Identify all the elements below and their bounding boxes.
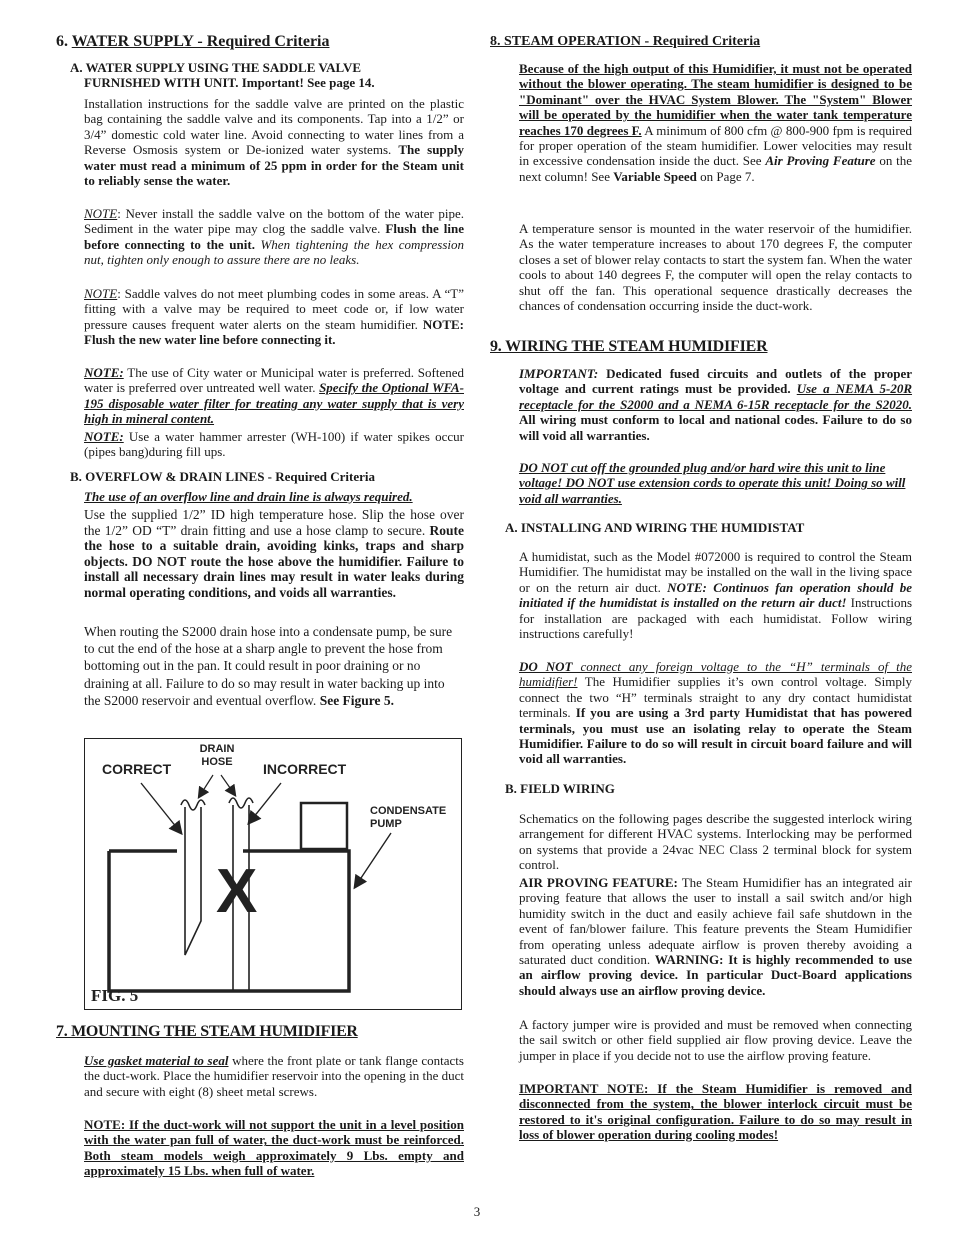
temperature-sensor-paragraph: A temperature sensor is mounted in the water reservoir of the humidifier. As the water temperature increases to about 170 degrees F, the computer closes a set of blower relay contacts to start the system fan. When the water cools to about 140 degrees F, the computer will open the relay contacts to shut off the fan. This operational sequence drastically decreases the chances of condensation occurring inside the duct-work. bbox=[519, 221, 912, 314]
section-9a-title: A. INSTALLING AND WIRING THE HUMIDISTAT bbox=[505, 520, 805, 535]
incorrect-x-mark: X bbox=[216, 857, 258, 926]
figure-5 bbox=[84, 738, 462, 1010]
mounting-paragraph: Use gasket material to seal where the front plate or tank flange contacts the duct-work. Place the humidifier reservoir into the opening in the duct and secure with eight (8) sheet metal screws. bbox=[84, 1053, 464, 1099]
drain-hose-arrow-1 bbox=[199, 775, 213, 797]
section-7-heading: 7. MOUNTING THE STEAM HUMIDIFIER bbox=[56, 1023, 358, 1040]
drain-hose-arrow-2 bbox=[221, 775, 235, 795]
do-not-cut-plug-warning: DO NOT cut off the grounded plug and/or hard wire this unit to line voltage! DO NOT use extension cords to operate this unit! Doing so will void all warranties. bbox=[519, 460, 906, 506]
important-note-interlock: IMPORTANT NOTE: If the Steam Humidifier is removed and disconnected from the system, the blower interlock circuit must be restored to it's original configuration. Failure to do so may result in loss of blower operation during cooling modes! bbox=[519, 1081, 912, 1143]
note-water-type: NOTE: The use of City water or Municipal water is preferred. Softened water is preferred over untreated well water. Specify the Optional WFA-195 disposable water filter for treating any water supply that is very high in mineral content. bbox=[84, 365, 464, 427]
section-6a-title: A. WATER SUPPLY USING THE SADDLE VALVE FURNISHED WITH UNIT. Important! See page 14. bbox=[70, 60, 375, 91]
drain-hose-label: DRAIN HOSE bbox=[199, 743, 235, 768]
figure-label: FIG. 5 bbox=[91, 986, 139, 1005]
condensate-pump-label: CONDENSATE PUMP bbox=[370, 805, 447, 830]
condensate-pump-paragraph: When routing the S2000 drain hose into a condensate pump, be sure to cut the end of the hose at a sharp angle to prevent the hose from bottoming out in the pan. It could result in poor draining or no draining at all. Failure to do so may result in water backing up into the S2000 reservoir and eventual overflow. See Figure 5. bbox=[84, 624, 453, 708]
section-9b-title: B. FIELD WIRING bbox=[505, 781, 615, 796]
correct-hose bbox=[185, 807, 201, 955]
foreign-voltage-paragraph: DO NOT connect any foreign voltage to the “H” terminals of the humidifier! The Humidifier supplies it’s own control voltage. Simply connect the two “H” terminals straight to any dry contact humidistat terminals. If you are using a 3rd party Humidistat that has powered terminals, you must use an isolating relay to operate the Steam Humidifier. Failure to do so will result in circuit board failure and will void all warranties. bbox=[519, 659, 912, 767]
saddle-valve-paragraph: Installation instructions for the saddle valve are printed on the plastic bag containing the saddle valve and its components. Tap into a 1/2” or 3/4” domestic cold water line. Avoid connecting to water lines from a Reverse Osmosis system or De-ionized water systems. The supply water must read a minimum of 25 ppm in order for the Steam unit to reliably sense the water. bbox=[84, 96, 464, 189]
page-number: 3 bbox=[473, 1204, 481, 1219]
section-6b-title: B. OVERFLOW & DRAIN LINES - Required Criteria bbox=[70, 469, 376, 484]
jumper-wire-paragraph: A factory jumper wire is provided and must be removed when connecting the sail switch or other field supplied air flow proving device. Leave the jumper in place if you decide not to use the airflow proving feature. bbox=[519, 1017, 912, 1063]
section-6-heading: 6. WATER SUPPLY - Required Criteria bbox=[56, 33, 330, 50]
pump-arrow bbox=[355, 833, 391, 887]
incorrect-label: INCORRECT bbox=[263, 761, 347, 777]
incorrect-arrow bbox=[249, 783, 281, 823]
steam-operation-paragraph: Because of the high output of this Humidifier, it must not be operated without the blower operating. The steam humidifier is designed to be "Dominant" over the HVAC System Blower. The "System" Blower will be operated by the humidifier when the water tank temperature reaches 170 degrees F. A minimum of 800 cfm @ 800-900 fpm is required for proper operation of the steam humidifier. Lower velocities may result in excessive condensation inside the duct. See Air Proving Feature on the next column! See Variable Speed on Page 7. bbox=[519, 61, 912, 184]
section-9-heading: 9. WIRING THE STEAM HUMIDIFIER bbox=[490, 338, 768, 355]
note-plumbing-codes: NOTE: Saddle valves do not meet plumbing codes in some areas. A “T” fitting with a valve may be required to meet code or, if low water pressure causes frequent water alerts on the steam humidifier. NOTE: Flush the new water line before connecting it. bbox=[84, 286, 464, 348]
condensate-pump-box bbox=[301, 803, 347, 849]
drain-hose-paragraph: Use the supplied 1/2” ID high temperature hose. Slip the hose over the 1/2” OD “T” drain fitting and use a hose clamp to secure. Route the hose to a suitable drain, avoiding kinks, traps and sharp objects. DO NOT route the hose above the humidifier. Failure to install all necessary drain lines may result in water leaks during normal operating conditions, and voids all warranties. bbox=[84, 507, 464, 600]
note-saddle-bottom: NOTE: Never install the saddle valve on the bottom of the water pipe. Sediment in the water pipe may clog the saddle valve. Flush the line before connecting to the unit. When tightening the hex compression nut, tighten only enough to assure there are no leaks. bbox=[84, 206, 465, 268]
section-8-heading: 8. STEAM OPERATION - Required Criteria bbox=[490, 34, 761, 49]
overflow-required-note: The use of an overflow line and drain line is always required. bbox=[84, 489, 413, 504]
humidistat-paragraph: A humidistat, such as the Model #072000 is required to control the Steam Humidifier. The humidistat may be installed on the wall in the living space or on the return air duct. NOTE: Continuos fan operation should be initiated if the humidistat is installed on the return air duct! Instructions for installation are packaged with each humidistat. Follow wiring instructions carefully! bbox=[519, 549, 913, 642]
figure-5-drawing bbox=[85, 739, 463, 1011]
ductwork-support-note: NOTE: If the duct-work will not support the unit in a level position with the water pan full of water, the duct-work must be reinforced. Both steam models weigh approximately 9 Lbs. empty and approximately 15 Lbs. when full of water. bbox=[84, 1117, 464, 1179]
note-water-hammer: NOTE: Use a water hammer arrester (WH-100) if water spikes occur (pipes bang)during fill ups. bbox=[84, 429, 464, 460]
air-proving-paragraph: AIR PROVING FEATURE: The Steam Humidifier has an integrated air proving feature that allows the user to install a sail switch and/or high humidity switch in the duct and easily achieve fail safe shutdown in the event of fan/blower failure. This feature prevents the Steam Humidifier from operating unless adequate airflow is proven thereby avoiding a saturated duct condition. WARNING: It is highly recommended to use an airflow proving device. In particular Duct-Board applications should always use an airflow proving device. bbox=[519, 875, 912, 998]
correct-arrow bbox=[141, 783, 181, 833]
field-wiring-paragraph: Schematics on the following pages describe the suggested interlock wiring arrangement for different HVAC systems. Interlocking may be performed on systems that provide a 24vac NEC Class 2 terminal block for system control. bbox=[519, 811, 912, 873]
correct-label: CORRECT bbox=[102, 761, 172, 777]
important-circuits-paragraph: IMPORTANT: Dedicated fused circuits and outlets of the proper voltage and current ratings must be provided. Use a NEMA 5-20R receptacle for the S2000 and a NEMA 6-15R receptacle for the S2020. All wiring must conform to local and national codes. Failure to do so will void all warranties. bbox=[519, 366, 913, 443]
